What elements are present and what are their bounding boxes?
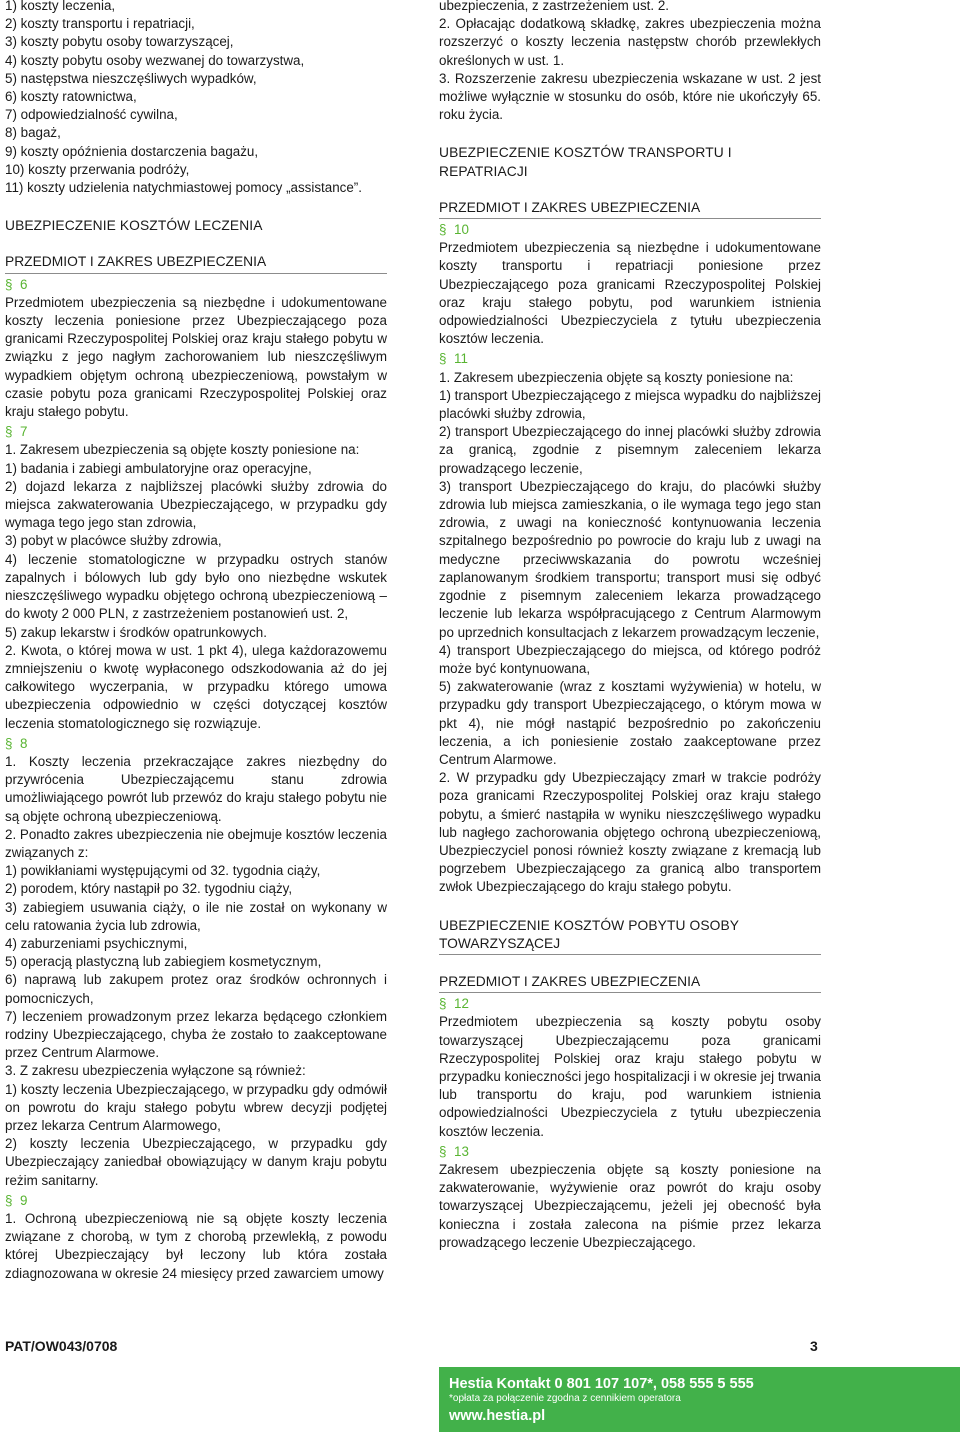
paragraph-number: 6 [20,276,28,292]
paragraph-text: 2. W przypadku gdy Ubezpieczający zmarł w trakcie podróży poza granicami Rzeczypospolitej Polskiej oraz kraju stałego pobytu, a śmierć nastąpiła w wyniku nieszczęśliwego wypadku lub nagłego zachorowania objętego ochroną ubezpieczeniową, Ubezpieczyciel ponosi również koszty związane z kremacją lub pogrzebem Ubezpieczającego za granicą albo transportem zwłok Ubezpieczającego do kraju stałego pobytu. [439,770,821,895]
list-item: 5) następstwa nieszczęśliwych wypadków, [5,70,257,86]
subsection-title: PRZEDMIOT I ZAKRES UBEZPIECZENIA [5,253,387,273]
list-item: 9) koszty opóźnienia dostarczenia bagażu, [5,143,259,159]
paragraph-text: 5) operacją plastyczną lub zabiegiem kosmetycznym, [5,954,322,970]
brand-contact-banner [439,1367,960,1432]
paragraph-heading [5,276,387,294]
list-item: 6) koszty ratownictwa, [5,89,137,105]
paragraph-heading [439,350,821,368]
list-item: 1) koszty leczenia, [5,0,116,13]
paragraph-heading [5,1192,387,1210]
paragraph-text: 1. Koszty leczenia przekraczające zakres niezbędny do przywrócenia Ubezpieczającemu stanu zdrowia umożliwiającego powrót lub przewóz do kraju stałego pobytu nie są objęte ochroną ubezpieczeniową. [5,753,387,824]
paragraph-heading [439,995,821,1013]
paragraph-text: 1. Zakresem ubezpieczenia są objęte koszty poniesione na: [5,442,360,458]
paragraph-text: 1. Ochroną ubezpieczeniową nie są objęte koszty leczenia związane z chorobą, w tym z chorobą przewlekłą, z powodu której Ubezpieczający był leczony lub która została zdiagnozowana w okresie 24 miesięcy przed zawarciem umowy [5,1211,387,1281]
coverage-list [5,0,387,197]
list-item: 8) bagaż, [5,125,61,141]
paragraph-text: 3) zabiegiem usuwania ciąży, o ile nie został on wykonany w celu ratowania życia lub zdrowia, [5,899,387,933]
paragraph-text: 1) powikłaniami występującymi od 32. tygodnia ciąży, [5,863,321,879]
paragraph-heading [439,1143,821,1161]
document-code: PAT/OW043/0708 [5,1338,118,1354]
list-item: 7) odpowiedzialność cywilna, [5,107,178,123]
contact-phone-line: Hestia Kontakt 0 801 107 107*, 058 555 5 555 [449,1376,754,1392]
paragraph-text: Przedmiotem ubezpieczenia są niezbędne i udokumentowane koszty transportu i repatriacji poniesione przez Ubezpieczającego poza granicami Rzeczypospolitej Polskiej oraz kraju stałego pobytu, pod warunkiem istnienia odpowiedzialności Ubezpieczyciela z tytułu ubezpieczenia kosztów leczenia. [439,240,821,347]
paragraph-number: 7 [20,424,28,440]
subsection-title: PRZEDMIOT I ZAKRES UBEZPIECZENIA [439,973,821,993]
page-number: 3 [810,1338,818,1354]
paragraph-number: 11 [454,351,468,367]
list-item: 11) koszty udzielenia natychmiastowej pomocy „assistance”. [5,180,362,196]
section-title: UBEZPIECZENIE KOSZTÓW POBYTU OSOBY [439,917,740,933]
paragraph-text: 2) koszty leczenia Ubezpieczającego, w przypadku gdy Ubezpieczający zaniedbał obowiązujący w danym kraju pobytu reżim sanitarny. [5,1136,387,1188]
right-column [439,0,821,1252]
section-symbol: § [5,276,13,292]
list-item: 3) koszty pobytu osoby towarzyszącej, [5,34,234,50]
paragraph-text: 1. Zakresem ubezpieczenia objęte są koszty poniesione na: [439,369,794,385]
paragraph-text: 1) transport Ubezpieczającego z miejsca wypadku do najbliższej placówki służby zdrowia, [439,387,821,422]
paragraph-text: 3) pobyt w placówce służby zdrowia, [5,533,222,549]
contact-footnote: *opłata za połączenie zgodna z cennikiem operatora [449,1393,681,1404]
paragraph-text: Przedmiotem ubezpieczenia są niezbędne i udokumentowane koszty leczenia poniesione przez Ubezpieczającego poza granicami Rzeczypospolitej Polskiej oraz kraju stałego pobytu w związku z jego nagłym zachorowaniem lub nieszczęśliwym wypadkiem objętym ochroną ubezpieczeniową, powstałym w czasie pobytu poza granicami Rzeczypospolitej Polskiej oraz kraju stałego pobytu. [5,294,387,420]
section-title: UBEZPIECZENIE KOSZTÓW LECZENIA [5,218,263,234]
paragraph-text: 6) naprawą lub zakupem protez oraz środków ochronnych i pomocniczych, [5,972,387,1006]
paragraph-text: 2) dojazd lekarza z najbliższej placówki służby zdrowia do miejsca zakwaterowania Ubezpieczającego, w przypadku gdy wymaga tego jego stan zdrowia, [5,478,387,531]
paragraph-number: 10 [454,222,469,238]
paragraph-text: 7) leczeniem prowadzonym przez lekarza będącego członkiem rodziny Ubezpieczającego, chyba że zostało to zaakceptowane przez Centrum Alarmowe. [5,1008,387,1061]
paragraph-number: 8 [20,735,28,751]
paragraph-text: 3. Z zakresu ubezpieczenia wyłączone są również: [5,1063,306,1079]
section-symbol: § [5,424,13,440]
paragraph-text: 5) zakup lekarstw i środków opatrunkowych. [5,624,267,640]
section-symbol: § [439,996,447,1012]
paragraph-text: 1) koszty leczenia Ubezpieczającego, w przypadku gdy odmówił on powrotu do kraju stałego pobytu wbrew decyzji podjętej przez lekarza Centrum Alarmowego, [5,1081,387,1133]
paragraph-text: 2. Kwota, o której mowa w ust. 1 pkt 4), ulega każdorazowemu zmniejszeniu o kwotę wypłaconego odszkodowania aż do jej całkowitego wyczerpania, w przypadku którego umowa ubezpieczenia odpowiednio w części dotyczącej kosztów leczenia stomatologicznego się rozwiązuje. [5,642,387,731]
paragraph-number: 13 [454,1143,469,1159]
paragraph-text: ubezpieczenia, z zastrzeżeniem ust. 2. [439,0,669,13]
subsection-title: PRZEDMIOT I ZAKRES UBEZPIECZENIA [439,199,821,219]
paragraph-number: 12 [454,996,469,1012]
section-symbol: § [439,351,447,367]
section-symbol: § [5,735,13,751]
paragraph-text: Przedmiotem ubezpieczenia są koszty pobytu osoby towarzyszącej Ubezpieczającemu poza granicami Rzeczypospolitej Polskiej oraz kraju stałego pobytu w przypadku konieczności jego hospitalizacji i w okresie jej trwania lub transportu do kraju, pod warunkiem istnienia odpowiedzialności Ubezpieczyciela z tytułu ubezpieczenia kosztów leczenia. [439,1014,821,1139]
paragraph-text: 2. Opłacając dodatkową składkę, zakres ubezpieczenia można rozszerzyć o koszty leczenia następstw chorób przewlekłych określonych w ust. 1. [439,16,821,68]
paragraph-text: 2) transport Ubezpieczającego do innej placówki służby zdrowia za granicą, zgodnie z pisemnym zaleceniem lekarza prowadzącego leczenie, [439,424,821,476]
paragraph-heading [5,735,387,753]
paragraph-heading [5,423,387,441]
paragraph-text: 1) badania i zabiegi ambulatoryjne oraz operacyjne, [5,460,312,476]
section-symbol: § [439,1143,447,1159]
list-item: 2) koszty transportu i repatriacji, [5,16,195,32]
website-link[interactable]: www.hestia.pl [449,1408,546,1424]
list-item: 10) koszty przerwania podróży, [5,161,190,177]
section-symbol: § [439,222,447,238]
paragraph-text: 5) zakwaterowanie (wraz z kosztami wyżywienia) w hotelu, w przypadku gdy transport Ubezpieczającego, o którym mowa w pkt 4), nie mógł nastąpić bezpośrednio po zakończeniu leczenia, a ich poniesienie zostało zaakceptowane przez Centrum Alarmowe. [439,679,821,767]
section-title: UBEZPIECZENIE KOSZTÓW TRANSPORTU I REPATRIACJI [439,145,732,179]
paragraph-text: 4) zaburzeniami psychicznymi, [5,935,188,951]
list-item: 4) koszty pobytu osoby wezwanej do towarzystwa, [5,52,305,68]
section-title-continued: TOWARZYSZĄCEJ [439,935,821,955]
paragraph-text: Zakresem ubezpieczenia objęte są koszty poniesione na zakwaterowanie, wyżywienie oraz powrót do kraju osoby towarzyszącej Ubezpieczającemu, jeżeli jej obecność była konieczna i została zalecona na piśmie przez lekarza prowadzącego leczenie Ubezpieczającego. [439,1161,821,1250]
paragraph-text: 2) porodem, który nastąpił po 32. tygodniu ciąży, [5,881,293,897]
paragraph-number: 9 [20,1192,28,1208]
paragraph-text: 3) transport Ubezpieczającego do kraju, do placówki służby zdrowia lub miejsca zamieszkania, o ile wymaga tego jego stan zdrowia, z uwagi na konieczność kontynuowania leczenia szpitalnego bezpośrednio po powrocie do kraju lub z uwagi na medyczne przeciwwskazania do powrotu wcześniej zaplanowanym środkiem transportu; transport musi się odbyć zgodnie z pisemnym zaleceniem lekarza prowadzącego leczenie lub lekarza współpracującego z Centrum Alarmowym po uprzednich konsultacjach z lekarzem prowadzącym leczenie, [439,478,821,640]
paragraph-text: 4) transport Ubezpieczającego do miejsca, od którego podróż może być kontynuowana, [439,642,821,676]
section-symbol: § [5,1192,13,1208]
paragraph-heading [439,221,821,239]
left-column [5,0,387,1283]
paragraph-text: 4) leczenie stomatologiczne w przypadku ostrych stanów zapalnych i bólowych lub gdy było ono niezbędne wskutek nieszczęśliwego wypadku objętego ochroną ubezpieczeniową – do kwoty 2 000 PLN, z zastrzeżeniem postanowień ust. 2, [5,551,387,622]
paragraph-text: 3. Rozszerzenie zakresu ubezpieczenia wskazane w ust. 2 jest możliwe wyłącznie w stosunku do osób, które nie ukończyły 65. roku życia. [439,70,821,123]
paragraph-text: 2. Ponadto zakres ubezpieczenia nie obejmuje kosztów leczenia związanych z: [5,826,387,860]
